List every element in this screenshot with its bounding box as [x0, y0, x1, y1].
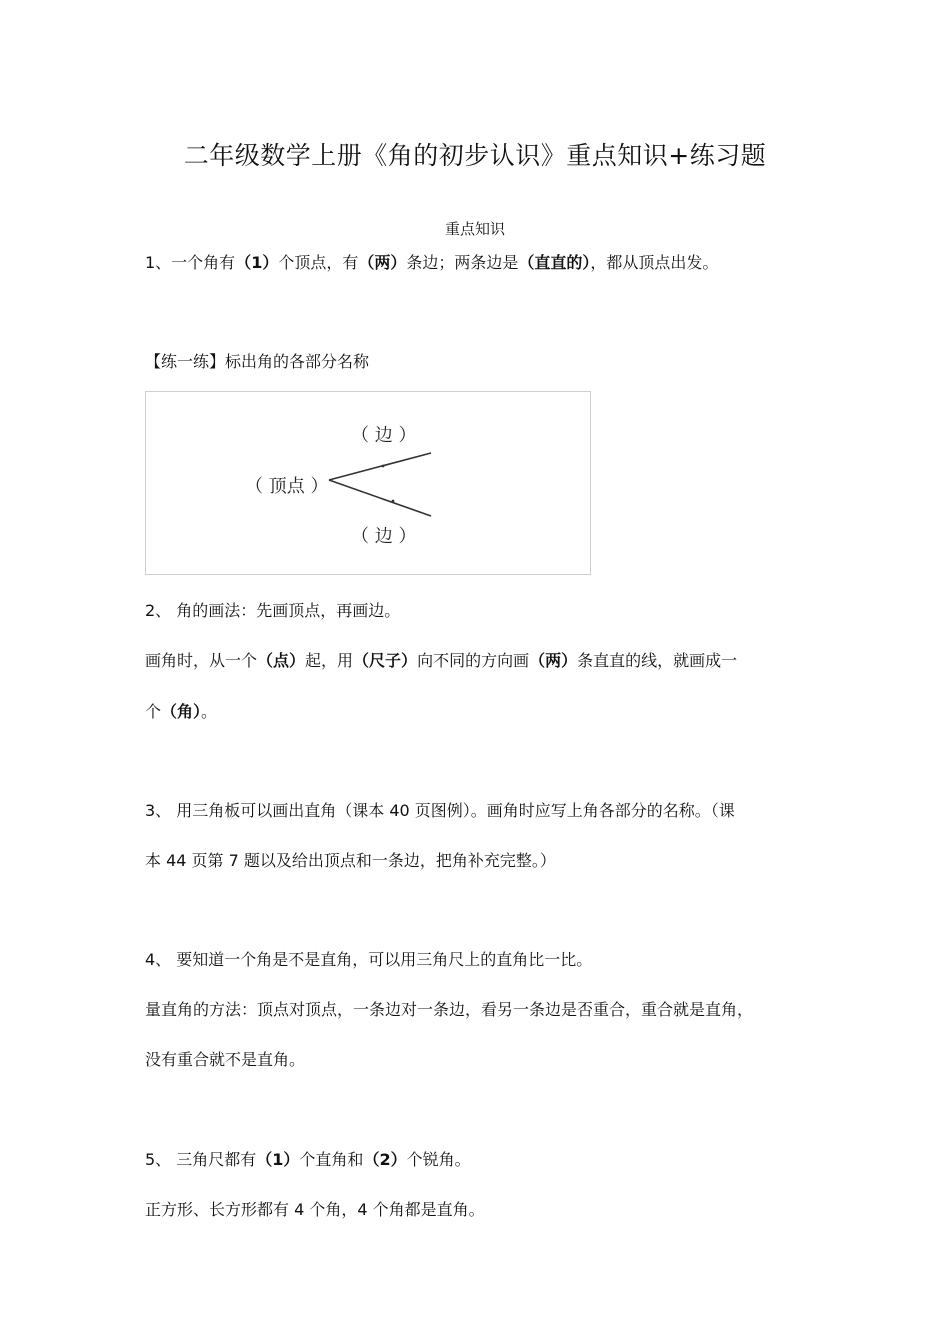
angle-diagram: [145, 391, 591, 575]
point-2-title: 2、 角的画法：先画顶点，再画边。: [145, 601, 401, 620]
text: 1、一个角有: [145, 253, 236, 272]
text: 个直角和: [299, 1150, 364, 1169]
text: 。: [201, 702, 218, 721]
answer: （直直的）: [518, 253, 591, 272]
point-2-line: [145, 702, 825, 722]
text: 5、 三角尺都有: [145, 1150, 257, 1169]
answer: （1）: [256, 1150, 300, 1169]
text: 起，用: [305, 651, 354, 670]
text: 个锐角。: [406, 1150, 471, 1169]
point-5-line: 正方形、长方形都有 4 个角，4 个角都是直角。: [145, 1200, 485, 1219]
point-1: [145, 253, 825, 273]
practice-heading: 【练一练】标出角的各部分名称: [145, 352, 370, 371]
label-vertex: （ 顶点 ）: [245, 476, 329, 497]
angle-side-lower: [329, 480, 431, 516]
point-4-line: 没有重合就不是直角。: [145, 1050, 306, 1069]
section-subtitle: 重点知识: [444, 220, 505, 238]
text: 向不同的方向画: [417, 651, 530, 670]
text: 画角时，从一个: [145, 651, 258, 670]
answer: （1）: [235, 253, 279, 272]
answer: （两）: [358, 253, 407, 272]
answer: （尺子）: [353, 651, 418, 670]
text: 条边；两条边是: [406, 253, 519, 272]
point-3-line: 3、 用三角板可以画出直角（课本 40 页图例）。画角时应写上角各部分的名称。（课: [145, 801, 735, 820]
tick-mark: [382, 465, 385, 468]
answer: （2）: [363, 1150, 407, 1169]
angle-drawing: [146, 392, 592, 576]
label-top-side: （ 边 ）: [351, 425, 417, 446]
label-bottom-side: （ 边 ）: [351, 526, 417, 547]
tick-mark: [392, 500, 395, 503]
text: 个: [145, 702, 162, 721]
answer: （角）: [161, 702, 202, 721]
point-3-line: 本 44 页第 7 题以及给出顶点和一条边，把角补充完整。）: [145, 851, 556, 870]
page-title: 二年级数学上册《角的初步认识》重点知识+练习题: [183, 141, 767, 170]
text: 条直直的线，就画成一: [577, 651, 738, 670]
point-2-line: [145, 651, 825, 671]
point-4-title: 4、 要知道一个角是不是直角，可以用三角尺上的直角比一比。: [145, 950, 593, 969]
answer: （两）: [529, 651, 578, 670]
point-5-title: [145, 1150, 825, 1170]
angle-side-upper: [329, 453, 431, 480]
answer: （点）: [257, 651, 306, 670]
text: 个顶点，有: [278, 253, 359, 272]
point-4-line: 量直角的方法：顶点对顶点，一条边对一条边，看另一条边是否重合，重合就是直角，: [145, 1000, 754, 1019]
text: ，都从顶点出发。: [590, 253, 719, 272]
